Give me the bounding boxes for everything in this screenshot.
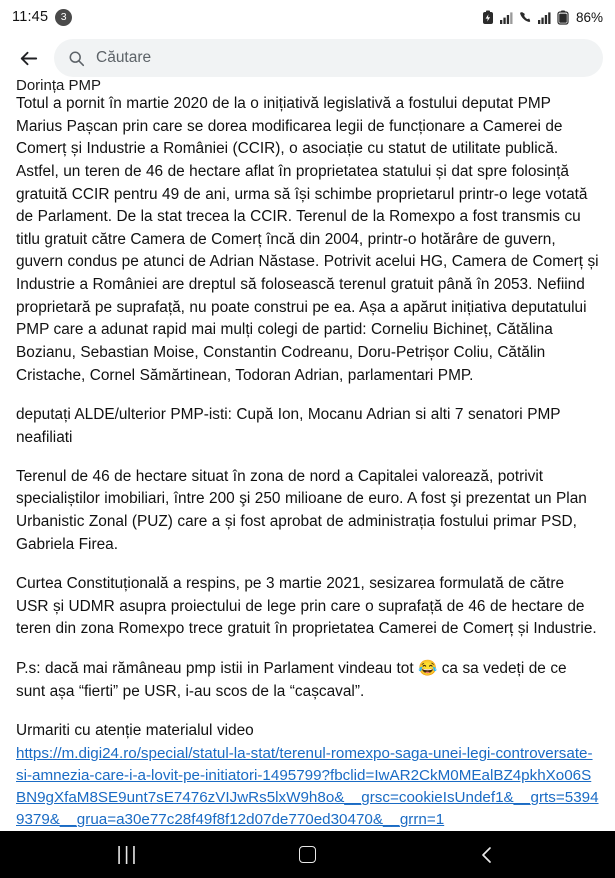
status-bar-left (12, 9, 72, 26)
home-button[interactable] (281, 831, 333, 878)
search-input[interactable] (54, 39, 603, 77)
article-paragraph: P.s: dacă mai rămâneau pmp istii in Parlament vindeau tot 😂 ca sa vedeți de ce sunt așa “fierti” pe USR, i-au scos de la “cașcaval”. (16, 660, 567, 700)
article-paragraph: Urmariti cu atenție materialul video (16, 722, 254, 740)
status-clock: 11:45 (12, 9, 49, 25)
back-nav-button[interactable] (461, 831, 513, 878)
home-square-icon (299, 846, 316, 863)
search-icon (68, 50, 85, 67)
battery-icon (557, 10, 569, 25)
article-paragraph: Totul a pornit în martie 2020 de la o inițiativă legislativă a fostului deputat PMP Marius Pașcan prin care se dorea modificarea legii de funcționare a Camerei de Comerț și Industrie a României (CCIR), o asociație cu statut de utilitate publică. Astfel, un teren de 46 de hectare aflat în proprietatea statului și dat spre folosință gratuită CCIR pentru 49 de ani, urma să își schimbe proprietarul printr-o lege votată de Parlament. De la stat trecea la CCIR. Terenul de la Romexpo a fost transmis cu titlu gratuit către Camera de Comerț încă din 2004, printr-o hotărâre de guvern, guvern condus pe atunci de Adrian Năstase. Potrivit acelui HG, Camera de Comerț și Industrie a României are dreptul să folosească terenul gratuit până în 2053. Nefiind proprietară pe suprafață, nu poate construi pe ea. Așa a apărut inițiativa deputatului PMP care a adunat rapid mai mulți colegi de partid: Corneliu Bichineț, Cătălina Bozianu, Sebastian Moise, Constantin Codreanu, Doru-Petrișor Coliu, Cătălin Cristache, Cornel Sămărtinean, Todoran Adrian, parlamentari PMP. (16, 95, 599, 384)
phone-call-icon (519, 11, 532, 24)
search-placeholder-label: Căutare (96, 49, 152, 66)
arrow-left-icon (17, 47, 40, 70)
recents-icon: ||| (116, 843, 139, 865)
battery-percent-label: 86% (575, 9, 603, 25)
article-content[interactable] (0, 77, 615, 831)
recents-button[interactable] (102, 831, 154, 878)
article-paragraph: deputați ALDE/ulterior PMP-isti: Cupă Ion, Mocanu Adrian si alti 7 senatori PMP neafiliati (16, 406, 561, 446)
status-bar-right (482, 10, 603, 25)
signal-bars-icon (500, 11, 513, 24)
article-link[interactable]: https://m.digi24.ro/special/statul-la-stat/terenul-romexpo-saga-unei-legi-controversate-si-amnezia-care-i-a-lovit-pe-initiatori-1495799?fbclid=IwAR2CkM0MEalBZ4pkhXo06SBN9gXfaM8SE9unt7sE7476zVIJwRs5lxW9h8o&__grsc=cookieIsUndef1&__grts=53949379&__grua=a30e77c28f49f8f12d07de770ed30470&__grrn=1 (16, 745, 599, 829)
chevron-left-icon (478, 846, 496, 864)
clipped-heading: Dorința PMP (16, 77, 102, 94)
signal-bars-icon (538, 11, 551, 24)
back-button[interactable] (10, 40, 46, 76)
article-paragraph: Curtea Constituțională a respins, pe 3 martie 2021, sesizarea formulată de către USR și UDMR asupra proiectului de lege prin care o suprafață de 46 de hectare de teren din zona Romexpo trece gratuit în proprietatea Camerei de Comerț și Industrie. (16, 575, 597, 638)
article-paragraph: Terenul de 46 de hectare situat în zona de nord a Capitalei valorează, potrivit specialiștilor imobiliari, între 200 şi 250 milioane de euro. A fost şi prezentat un Plan Urbanistic Zonal (PUZ) care a și fost aprobat de administrația fostului primar PSD, Gabriela Firea. (16, 467, 587, 553)
battery-saver-icon (482, 10, 494, 25)
status-bar (0, 0, 615, 34)
app-top-bar (0, 34, 615, 82)
android-navigation-bar (0, 831, 615, 878)
notification-count-badge: 3 (55, 9, 72, 26)
